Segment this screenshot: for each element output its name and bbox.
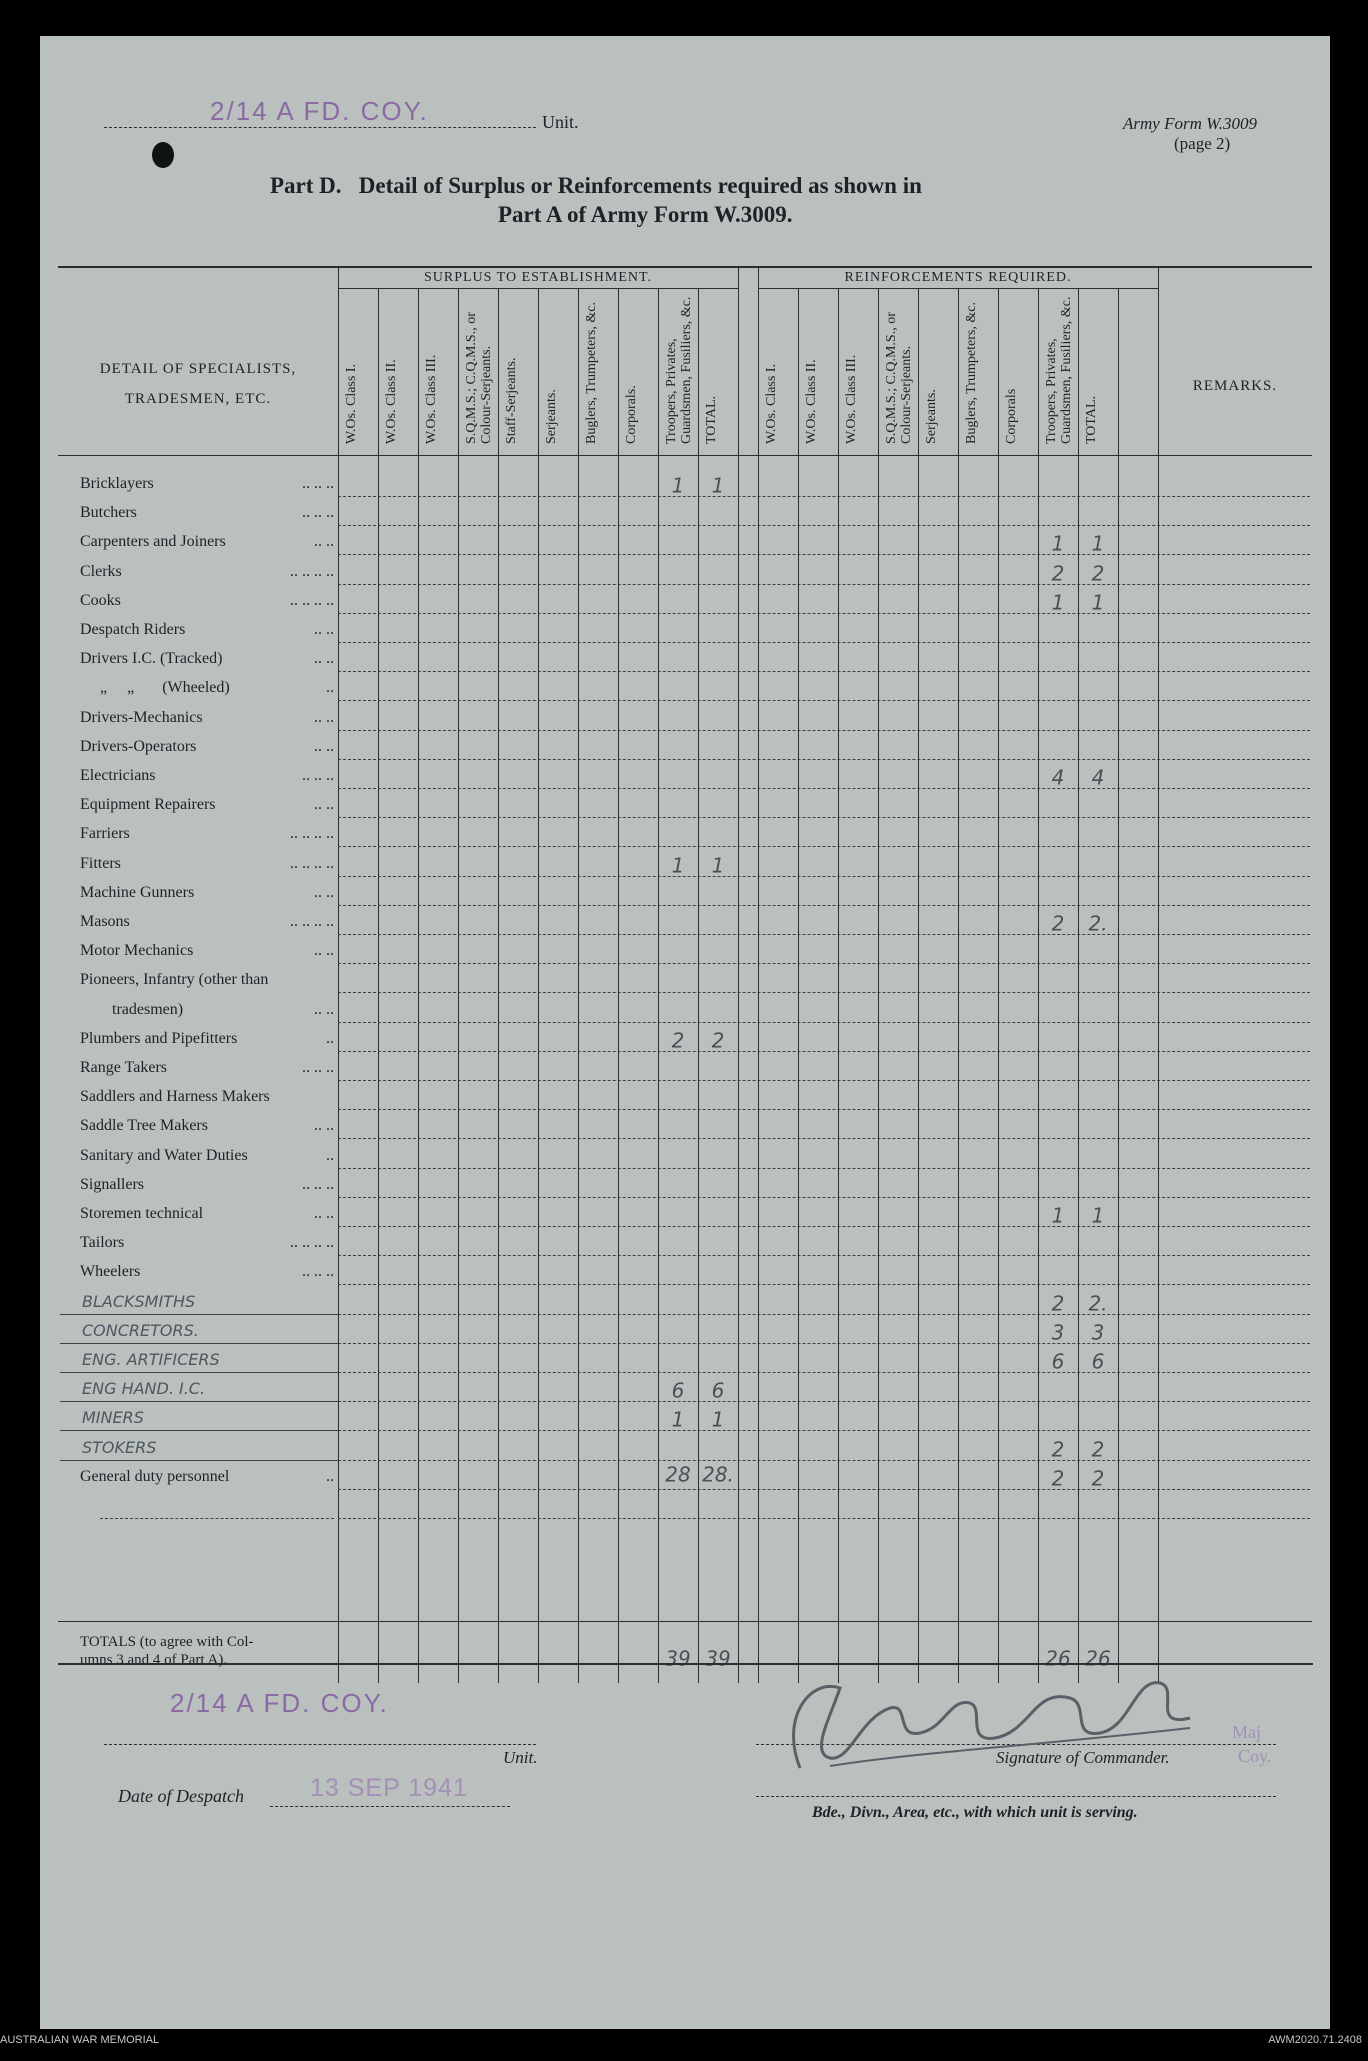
row-rule: [338, 1168, 1310, 1169]
column-rule: [498, 288, 499, 1683]
row-rule: [338, 613, 1310, 614]
surplus-column-header: S.Q.M.S.; C.Q.M.S., or Colour-Serjeants.: [464, 312, 494, 444]
row-rule: [338, 1226, 1310, 1227]
surplus-total-value: 2: [711, 1028, 725, 1053]
table-bottom-rule: [58, 1621, 1312, 1622]
row-rule: [338, 1022, 1310, 1023]
row-label: Equipment Repairers: [80, 796, 216, 814]
row-leader-dots: .. ..: [314, 533, 334, 551]
reinf-total-value: 1: [1091, 1203, 1105, 1228]
row-rule: [338, 584, 1310, 585]
commander-signature: [770, 1658, 1210, 1788]
reinf-total-value: 4: [1091, 765, 1105, 790]
row-rule: [338, 671, 1310, 672]
column-rule: [1158, 266, 1159, 1683]
column-rule: [538, 288, 539, 1683]
row-leader-dots: .. .. .. ..: [290, 913, 334, 930]
reinf-troopers-value: 2: [1051, 1466, 1065, 1491]
detail-table: [40, 36, 1368, 1736]
row-rule: [338, 1518, 1310, 1519]
detail-header: DETAIL OF SPECIALISTS, TRADESMEN, ETC.: [99, 361, 297, 407]
row-leader-dots: ..: [326, 1467, 334, 1485]
signature-label: Signature of Commander.: [996, 1748, 1170, 1767]
surplus-column-header: Corporals.: [624, 385, 639, 444]
blank-row-rule: [100, 1518, 334, 1519]
row-leader-dots: .. .. .. ..: [290, 562, 334, 580]
row-label: Wheelers: [80, 1263, 141, 1281]
surplus-troopers-value: 6: [671, 1378, 685, 1403]
bde-label: Bde., Divn., Area, etc., with which unit is serving.: [812, 1804, 1138, 1821]
row-label: Range Takers: [80, 1059, 167, 1076]
surplus-total-value: 28.: [702, 1462, 734, 1487]
row-leader-dots: ..: [326, 1029, 334, 1047]
reinf-total-value: 1: [1091, 590, 1105, 615]
row-rule: [338, 963, 1310, 964]
row-label: Tailors: [80, 1234, 125, 1252]
archive-reference: AWM2020.71.2408: [1268, 2034, 1362, 2046]
surplus-header: SURPLUS TO ESTABLISHMENT.: [423, 270, 653, 285]
row-rule: [338, 1401, 1310, 1402]
row-label: Electricians: [80, 767, 156, 784]
column-rule: [418, 288, 419, 1683]
reinf-troopers-value: 2: [1051, 1290, 1065, 1315]
row-label: Signallers: [80, 1175, 144, 1193]
row-rule: [338, 759, 1310, 760]
column-rule: [1118, 288, 1119, 1683]
reinf-troopers-value: 3: [1051, 1320, 1065, 1345]
handwritten-row-rule: [60, 1430, 338, 1431]
column-rule: [338, 266, 339, 1683]
reinforcements-column-header: W.Os. Class II.: [804, 359, 819, 444]
handwritten-row-label: ENG HAND. I.C.: [82, 1379, 206, 1399]
row-leader-dots: .. ..: [314, 1117, 334, 1135]
row-label: Machine Gunners: [80, 883, 195, 901]
unit-stamp: 2/14 A FD. COY.: [210, 96, 429, 126]
row-label: Drivers-Operators: [80, 737, 197, 755]
row-rule: [338, 1489, 1310, 1490]
row-label: Farriers: [80, 825, 130, 843]
reinforcements-column-header: TOTAL.: [1084, 395, 1099, 444]
handwritten-row-rule: [60, 1460, 338, 1461]
row-label: Saddlers and Harness Makers: [80, 1088, 270, 1106]
surplus-troopers-value: 1: [671, 1407, 685, 1432]
column-rule: [878, 288, 879, 1683]
footer-unit-underline: [104, 1744, 536, 1745]
row-label: „ „ (Wheeled): [80, 679, 230, 697]
row-leader-dots: .. .. ..: [302, 1263, 334, 1281]
row-leader-dots: .. .. ..: [302, 1175, 334, 1193]
surplus-troopers-value: 28: [665, 1462, 691, 1487]
row-label: Cooks: [80, 591, 121, 609]
row-label: Saddle Tree Makers: [80, 1117, 208, 1135]
rank-stamp-coy: Coy.: [1238, 1746, 1272, 1766]
row-leader-dots: ..: [326, 679, 334, 697]
row-label: Butchers: [80, 504, 137, 522]
column-rule: [738, 266, 739, 1683]
row-rule: [338, 1284, 1310, 1285]
reinf-troopers-value: 6: [1051, 1349, 1065, 1374]
column-rule: [918, 288, 919, 1683]
row-label: Drivers I.C. (Tracked): [80, 650, 223, 668]
reinforcements-column-header: W.Os. Class III.: [844, 354, 859, 444]
reinforcements-column-header: Corporals: [1004, 388, 1019, 444]
row-rule: [338, 817, 1310, 818]
reinf-troopers-value: 2: [1051, 911, 1065, 936]
surplus-total-value: 1: [711, 473, 725, 498]
row-rule: [338, 876, 1310, 877]
surplus-column-header: Serjeants.: [544, 389, 559, 444]
row-rule: [338, 1138, 1310, 1139]
row-label: Bricklayers: [80, 475, 154, 492]
row-label: Pioneers, Infantry (other than: [80, 971, 269, 989]
reinf-troopers-value: 2: [1051, 560, 1065, 585]
row-leader-dots: .. ..: [314, 737, 334, 755]
surplus-troopers-total: 39: [665, 1646, 691, 1671]
reinforcements-column-header: Buglers, Trumpeters, &c.: [964, 302, 979, 444]
row-rule: [338, 554, 1310, 555]
surplus-column-header: W.Os. Class III.: [424, 354, 439, 444]
rank-stamp-maj: Maj: [1232, 1722, 1261, 1742]
table-header-rule: [58, 455, 1312, 456]
reinf-total-value: 2.: [1088, 911, 1108, 936]
row-rule: [338, 1430, 1310, 1431]
date-underline: [270, 1806, 510, 1807]
reinf-total-value: 1: [1091, 531, 1105, 556]
column-rule: [658, 288, 659, 1683]
row-leader-dots: .. ..: [314, 650, 334, 668]
surplus-total-value: 6: [711, 1378, 725, 1403]
row-leader-dots: .. ..: [314, 621, 334, 638]
date-of-despatch-label: Date of Despatch: [118, 1786, 244, 1806]
column-rule: [458, 288, 459, 1683]
row-rule: [338, 1080, 1310, 1081]
form-reference: Army Form W.3009: [1123, 114, 1257, 133]
column-rule: [758, 266, 759, 1683]
row-label: Clerks: [80, 562, 122, 580]
reinf-total-value: 2.: [1088, 1290, 1108, 1315]
handwritten-row-label: MINERS: [82, 1408, 144, 1428]
row-rule: [338, 700, 1310, 701]
row-leader-dots: .. .. ..: [302, 767, 334, 784]
row-label: Storemen technical: [80, 1205, 204, 1222]
row-rule: [338, 730, 1310, 731]
handwritten-row-label: ENG. ARTIFICERS: [82, 1350, 220, 1369]
reinforcements-column-header: W.Os. Class I.: [764, 364, 779, 444]
row-leader-dots: .. .. .. ..: [290, 591, 334, 609]
row-rule: [338, 1460, 1310, 1461]
page-title-line-2: Part A of Army Form W.3009.: [498, 202, 793, 227]
totals-label: TOTALS (to agree with Col- umns 3 and 4 of Part A).: [80, 1634, 254, 1668]
row-leader-dots: .. ..: [314, 708, 334, 726]
row-rule: [338, 846, 1310, 847]
surplus-column-header: TOTAL.: [704, 395, 719, 444]
reinf-troopers-value: 1: [1051, 1203, 1065, 1228]
reinf-total-value: 2: [1091, 1466, 1105, 1491]
row-rule: [338, 934, 1310, 935]
column-rule: [1078, 288, 1079, 1683]
row-leader-dots: .. .. ..: [302, 475, 334, 492]
handwritten-row-rule: [60, 1314, 338, 1315]
row-label: Despatch Riders: [80, 621, 186, 638]
row-leader-dots: ..: [326, 1146, 334, 1164]
reinf-total-total: 26: [1085, 1646, 1111, 1671]
reinf-total-value: 2: [1091, 1436, 1105, 1461]
general-duty-label: General duty personnel: [80, 1467, 230, 1485]
surplus-total-total: 39: [705, 1646, 731, 1671]
column-rule: [1038, 288, 1039, 1683]
reinf-troopers-value: 4: [1051, 765, 1065, 790]
table-top-rule: [58, 266, 1312, 268]
surplus-column-header: Staff-Serjeants.: [504, 357, 519, 444]
surplus-total-value: 1: [711, 1407, 725, 1432]
column-rule: [578, 288, 579, 1683]
row-rule: [338, 1197, 1310, 1198]
reinf-total-value: 3: [1091, 1320, 1105, 1345]
surplus-column-header: W.Os. Class I.: [344, 364, 359, 444]
column-rule: [618, 288, 619, 1683]
unit-label: Unit.: [542, 112, 579, 132]
handwritten-row-label: BLACKSMITHS: [82, 1291, 196, 1311]
row-label: Masons: [80, 913, 130, 930]
reinforcements-column-header: Troopers, Privates, Guardsmen, Fusiliers, &c.: [1044, 296, 1074, 444]
row-label: tradesmen): [80, 1000, 184, 1018]
column-rule: [958, 288, 959, 1683]
row-leader-dots: .. .. ..: [302, 1059, 334, 1076]
form-sheet: [40, 36, 1330, 2029]
footer-unit-label: Unit.: [503, 1748, 538, 1767]
reinf-troopers-value: 1: [1051, 590, 1065, 615]
row-rule: [338, 1314, 1310, 1315]
row-leader-dots: .. ..: [314, 1000, 334, 1018]
column-rule: [798, 288, 799, 1683]
reinf-total-value: 6: [1091, 1349, 1105, 1374]
row-label: Drivers-Mechanics: [80, 708, 203, 726]
row-rule: [338, 1372, 1310, 1373]
surplus-troopers-value: 1: [671, 852, 685, 877]
handwritten-row-rule: [60, 1343, 338, 1344]
surplus-column-header: W.Os. Class II.: [384, 359, 399, 444]
row-rule: [338, 496, 1310, 497]
row-label: Fitters: [80, 854, 121, 872]
row-leader-dots: .. .. .. ..: [290, 1234, 334, 1252]
surplus-troopers-value: 2: [671, 1028, 685, 1053]
column-rule: [998, 288, 999, 1683]
row-leader-dots: .. .. ..: [302, 504, 334, 522]
row-leader-dots: .. .. .. ..: [290, 825, 334, 843]
bde-underline: [756, 1796, 1276, 1797]
handwritten-row-label: CONCRETORS.: [82, 1320, 199, 1340]
column-rule: [838, 288, 839, 1683]
reinf-total-value: 2: [1091, 560, 1105, 585]
row-rule: [338, 1255, 1310, 1256]
surplus-total-value: 1: [711, 852, 725, 877]
row-rule: [338, 525, 1310, 526]
row-leader-dots: .. ..: [314, 883, 334, 901]
row-rule: [338, 1109, 1310, 1110]
archive-credit: AUSTRALIAN WAR MEMORIAL: [0, 2034, 160, 2046]
reinforcements-header: REINFORCEMENTS REQUIRED.: [844, 270, 1072, 285]
row-rule: [338, 788, 1310, 789]
reinforcements-column-header: Serjeants.: [924, 389, 939, 444]
row-label: Carpenters and Joiners: [80, 533, 226, 551]
row-rule: [338, 1051, 1310, 1052]
surplus-column-header: Buglers, Trumpeters, &c.: [584, 302, 599, 444]
reinf-troopers-total: 26: [1045, 1646, 1071, 1671]
page-title-line-1: Part D. Detail of Surplus or Reinforcements required as shown in: [270, 173, 922, 198]
footer-unit-stamp: 2/14 A FD. COY.: [170, 1688, 389, 1718]
row-leader-dots: .. ..: [314, 942, 334, 960]
row-label: Motor Mechanics: [80, 942, 194, 960]
surplus-troopers-value: 1: [671, 473, 685, 498]
remarks-header: REMARKS.: [1192, 378, 1278, 394]
handwritten-row-label: STOKERS: [82, 1437, 157, 1457]
page-reference: (page 2): [1174, 134, 1231, 153]
row-label: Plumbers and Pipefitters: [80, 1029, 238, 1047]
column-rule: [378, 288, 379, 1683]
reinforcements-column-header: S.Q.M.S.; C.Q.M.S., or Colour-Serjeants.: [884, 312, 914, 444]
surplus-column-header: Troopers, Privates, Guardsmen, Fusiliers, &c.: [664, 296, 694, 444]
row-label: Sanitary and Water Duties: [80, 1146, 248, 1164]
reinf-troopers-value: 1: [1051, 531, 1065, 556]
row-leader-dots: .. ..: [314, 796, 334, 814]
row-leader-dots: .. ..: [314, 1205, 334, 1222]
reinf-troopers-value: 2: [1051, 1436, 1065, 1461]
handwritten-row-rule: [60, 1401, 338, 1402]
row-rule: [338, 992, 1310, 993]
row-rule: [338, 905, 1310, 906]
column-rule: [698, 288, 699, 1683]
handwritten-row-rule: [60, 1372, 338, 1373]
row-rule: [338, 1343, 1310, 1344]
row-rule: [338, 642, 1310, 643]
date-stamp: 13 SEP 1941: [310, 1774, 468, 1802]
row-leader-dots: .. .. .. ..: [290, 854, 334, 872]
